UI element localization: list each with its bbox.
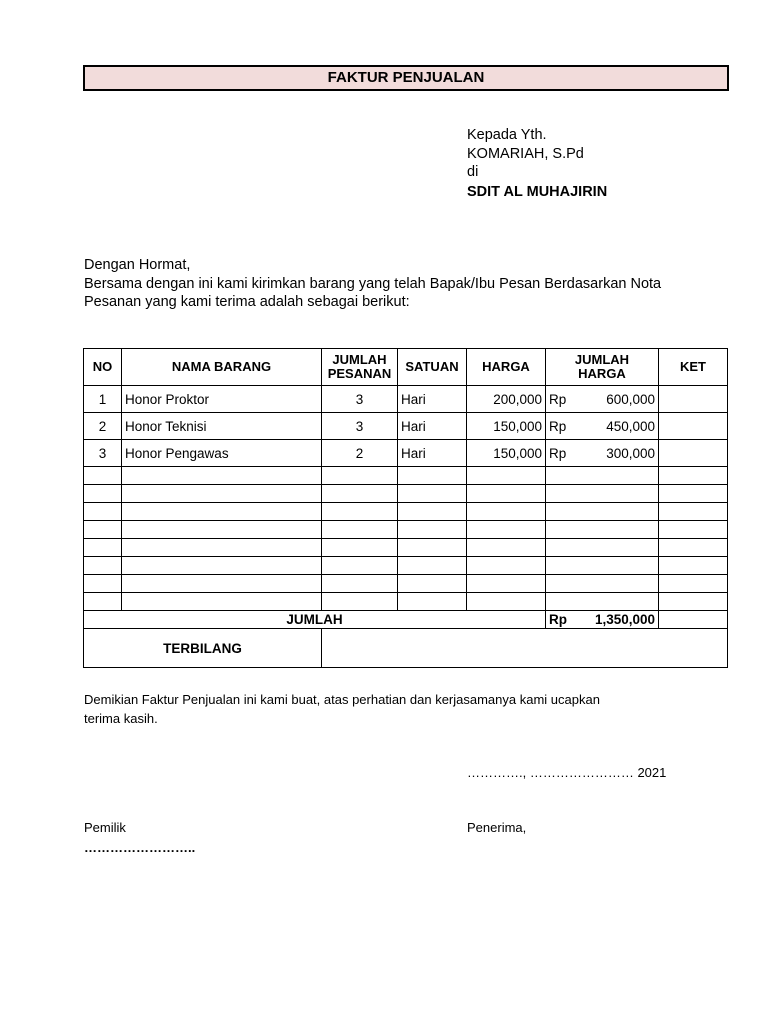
table-row-empty xyxy=(84,539,728,557)
jumlah-row xyxy=(84,611,728,629)
table-row-empty xyxy=(84,557,728,575)
recipient-school: SDIT AL MUHAJIRIN xyxy=(467,184,608,200)
header-ket: KET xyxy=(659,349,728,386)
cell-harga: 200,000 xyxy=(467,386,546,413)
cell-nama: Honor Teknisi xyxy=(122,413,322,440)
table-row-empty xyxy=(84,593,728,611)
cell-no: 3 xyxy=(84,440,122,467)
cell-nama: Honor Proktor xyxy=(122,386,322,413)
terbilang-row xyxy=(84,629,728,668)
cell-no: 1 xyxy=(84,386,122,413)
cell-nama: Honor Pengawas xyxy=(122,440,322,467)
table-header-row xyxy=(84,349,728,386)
cell-ket xyxy=(659,413,728,440)
closing-line-2: terima kasih. xyxy=(84,711,158,726)
closing-line-1: Demikian Faktur Penjualan ini kami buat, atas perhatian dan kerjasamanya kami ucapkan xyxy=(84,692,600,707)
cell-total: Rp 450,000 xyxy=(546,413,659,440)
table-row-empty xyxy=(84,575,728,593)
recipient-salutation: Kepada Yth. xyxy=(467,127,547,143)
table-row xyxy=(84,386,728,413)
cell-ket xyxy=(659,386,728,413)
header-satuan: SATUAN xyxy=(398,349,467,386)
signature-owner-dots: …………………….. xyxy=(84,840,196,855)
header-no: NO xyxy=(84,349,122,386)
header-jumlah-pesanan: JUMLAH PESANAN xyxy=(322,349,398,386)
jumlah-label: JUMLAH xyxy=(84,611,546,629)
cell-harga: 150,000 xyxy=(467,440,546,467)
intro-line-2: Pesanan yang kami terima adalah sebagai berikut: xyxy=(84,294,410,310)
signature-recipient-label: Penerima, xyxy=(467,820,527,835)
cell-qty: 2 xyxy=(322,440,398,467)
cell-satuan: Hari xyxy=(398,440,467,467)
cell-total: Rp 600,000 xyxy=(546,386,659,413)
greeting: Dengan Hormat, xyxy=(84,257,191,273)
cell-total: Rp 300,000 xyxy=(546,440,659,467)
header-nama-barang: NAMA BARANG xyxy=(122,349,322,386)
cell-satuan: Hari xyxy=(398,386,467,413)
cell-harga: 150,000 xyxy=(467,413,546,440)
jumlah-ket xyxy=(659,611,728,629)
intro-line-1: Bersama dengan ini kami kirimkan barang yang telah Bapak/Ibu Pesan Berdasarkan Nota xyxy=(84,276,662,292)
header-jumlah-harga: JUMLAH HARGA xyxy=(546,349,659,386)
cell-satuan: Hari xyxy=(398,413,467,440)
recipient-preposition: di xyxy=(467,164,479,180)
header-harga: HARGA xyxy=(467,349,546,386)
date-line: …………., …………………… 2021 xyxy=(467,765,667,780)
table-row-empty xyxy=(84,485,728,503)
cell-ket xyxy=(659,440,728,467)
cell-no: 2 xyxy=(84,413,122,440)
invoice-title: FAKTUR PENJUALAN xyxy=(83,65,729,91)
recipient-name: KOMARIAH, S.Pd xyxy=(467,146,584,162)
signature-owner-label: Pemilik xyxy=(84,820,126,835)
table-row-empty xyxy=(84,503,728,521)
terbilang-value xyxy=(322,629,728,668)
table-row xyxy=(84,440,728,467)
cell-qty: 3 xyxy=(322,413,398,440)
jumlah-total: Rp 1,350,000 xyxy=(546,611,659,629)
table-row-empty xyxy=(84,521,728,539)
table-row-empty xyxy=(84,467,728,485)
invoice-table xyxy=(83,348,728,668)
terbilang-label: TERBILANG xyxy=(84,629,322,668)
table-row xyxy=(84,413,728,440)
cell-qty: 3 xyxy=(322,386,398,413)
